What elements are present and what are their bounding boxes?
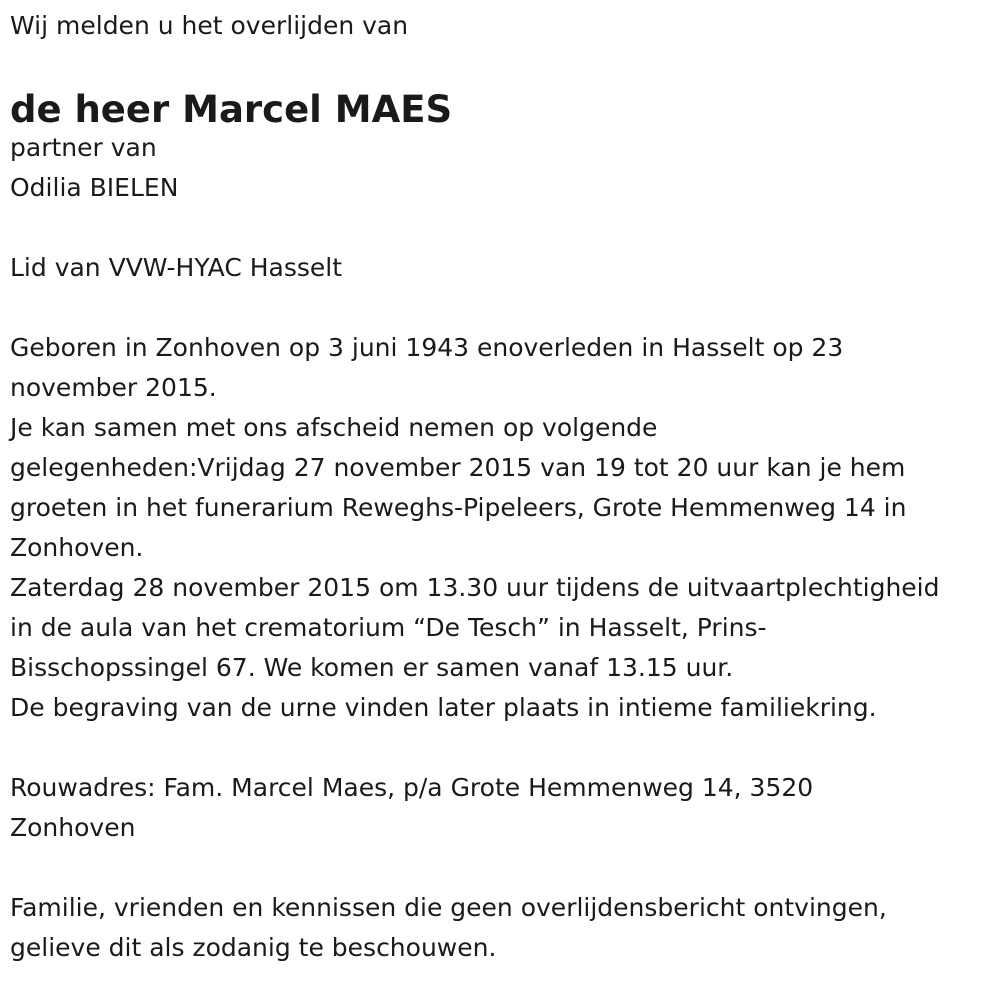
paragraph-line: groeten in het funerarium Reweghs-Pipeleers, Grote Hemmenweg 14 in (10, 493, 907, 522)
spacer (10, 288, 992, 328)
paragraph-line: Bisschopssingel 67. We komen er samen vanaf 13.15 uur. (10, 653, 734, 682)
spacer (10, 208, 992, 248)
spacer (10, 728, 992, 768)
paragraph-line: november 2015. (10, 373, 217, 402)
partner-name: Odilia BIELEN (10, 173, 179, 202)
paragraph-line: gelieve dit als zodanig te beschouwen. (10, 933, 497, 962)
paragraph-line: in de aula van het crematorium “De Tesch” in Hasselt, Prins- (10, 613, 767, 642)
intro-text: Wij melden u het overlijden van (10, 11, 409, 40)
deceased-name: de heer Marcel MAES (10, 88, 453, 131)
paragraph-line: De begraving van de urne vinden later plaats in intieme familiekring. (10, 693, 877, 722)
paragraph-line: Zonhoven. (10, 533, 144, 562)
membership-text: Lid van VVW-HYAC Hasselt (10, 253, 343, 282)
closing-paragraph (10, 888, 992, 968)
paragraph-line: Familie, vrienden en kennissen die geen overlijdensbericht ontvingen, (10, 893, 887, 922)
farewell-paragraph (10, 408, 992, 728)
paragraph-line: Zaterdag 28 november 2015 om 13.30 uur tijdens de uitvaartplechtigheid (10, 573, 940, 602)
partner-label: partner van (10, 133, 157, 162)
paragraph-line: gelegenheden:Vrijdag 27 november 2015 van 19 tot 20 uur kan je hem (10, 453, 906, 482)
spacer (10, 848, 992, 888)
paragraph-line: Zonhoven (10, 813, 136, 842)
mourning-address (10, 768, 992, 848)
paragraph-line: Geboren in Zonhoven op 3 juni 1943 enoverleden in Hasselt op 23 (10, 333, 844, 362)
paragraph-line: Je kan samen met ons afscheid nemen op volgende (10, 413, 658, 442)
paragraph-line: Rouwadres: Fam. Marcel Maes, p/a Grote Hemmenweg 14, 3520 (10, 773, 814, 802)
birth-death-paragraph (10, 328, 992, 408)
